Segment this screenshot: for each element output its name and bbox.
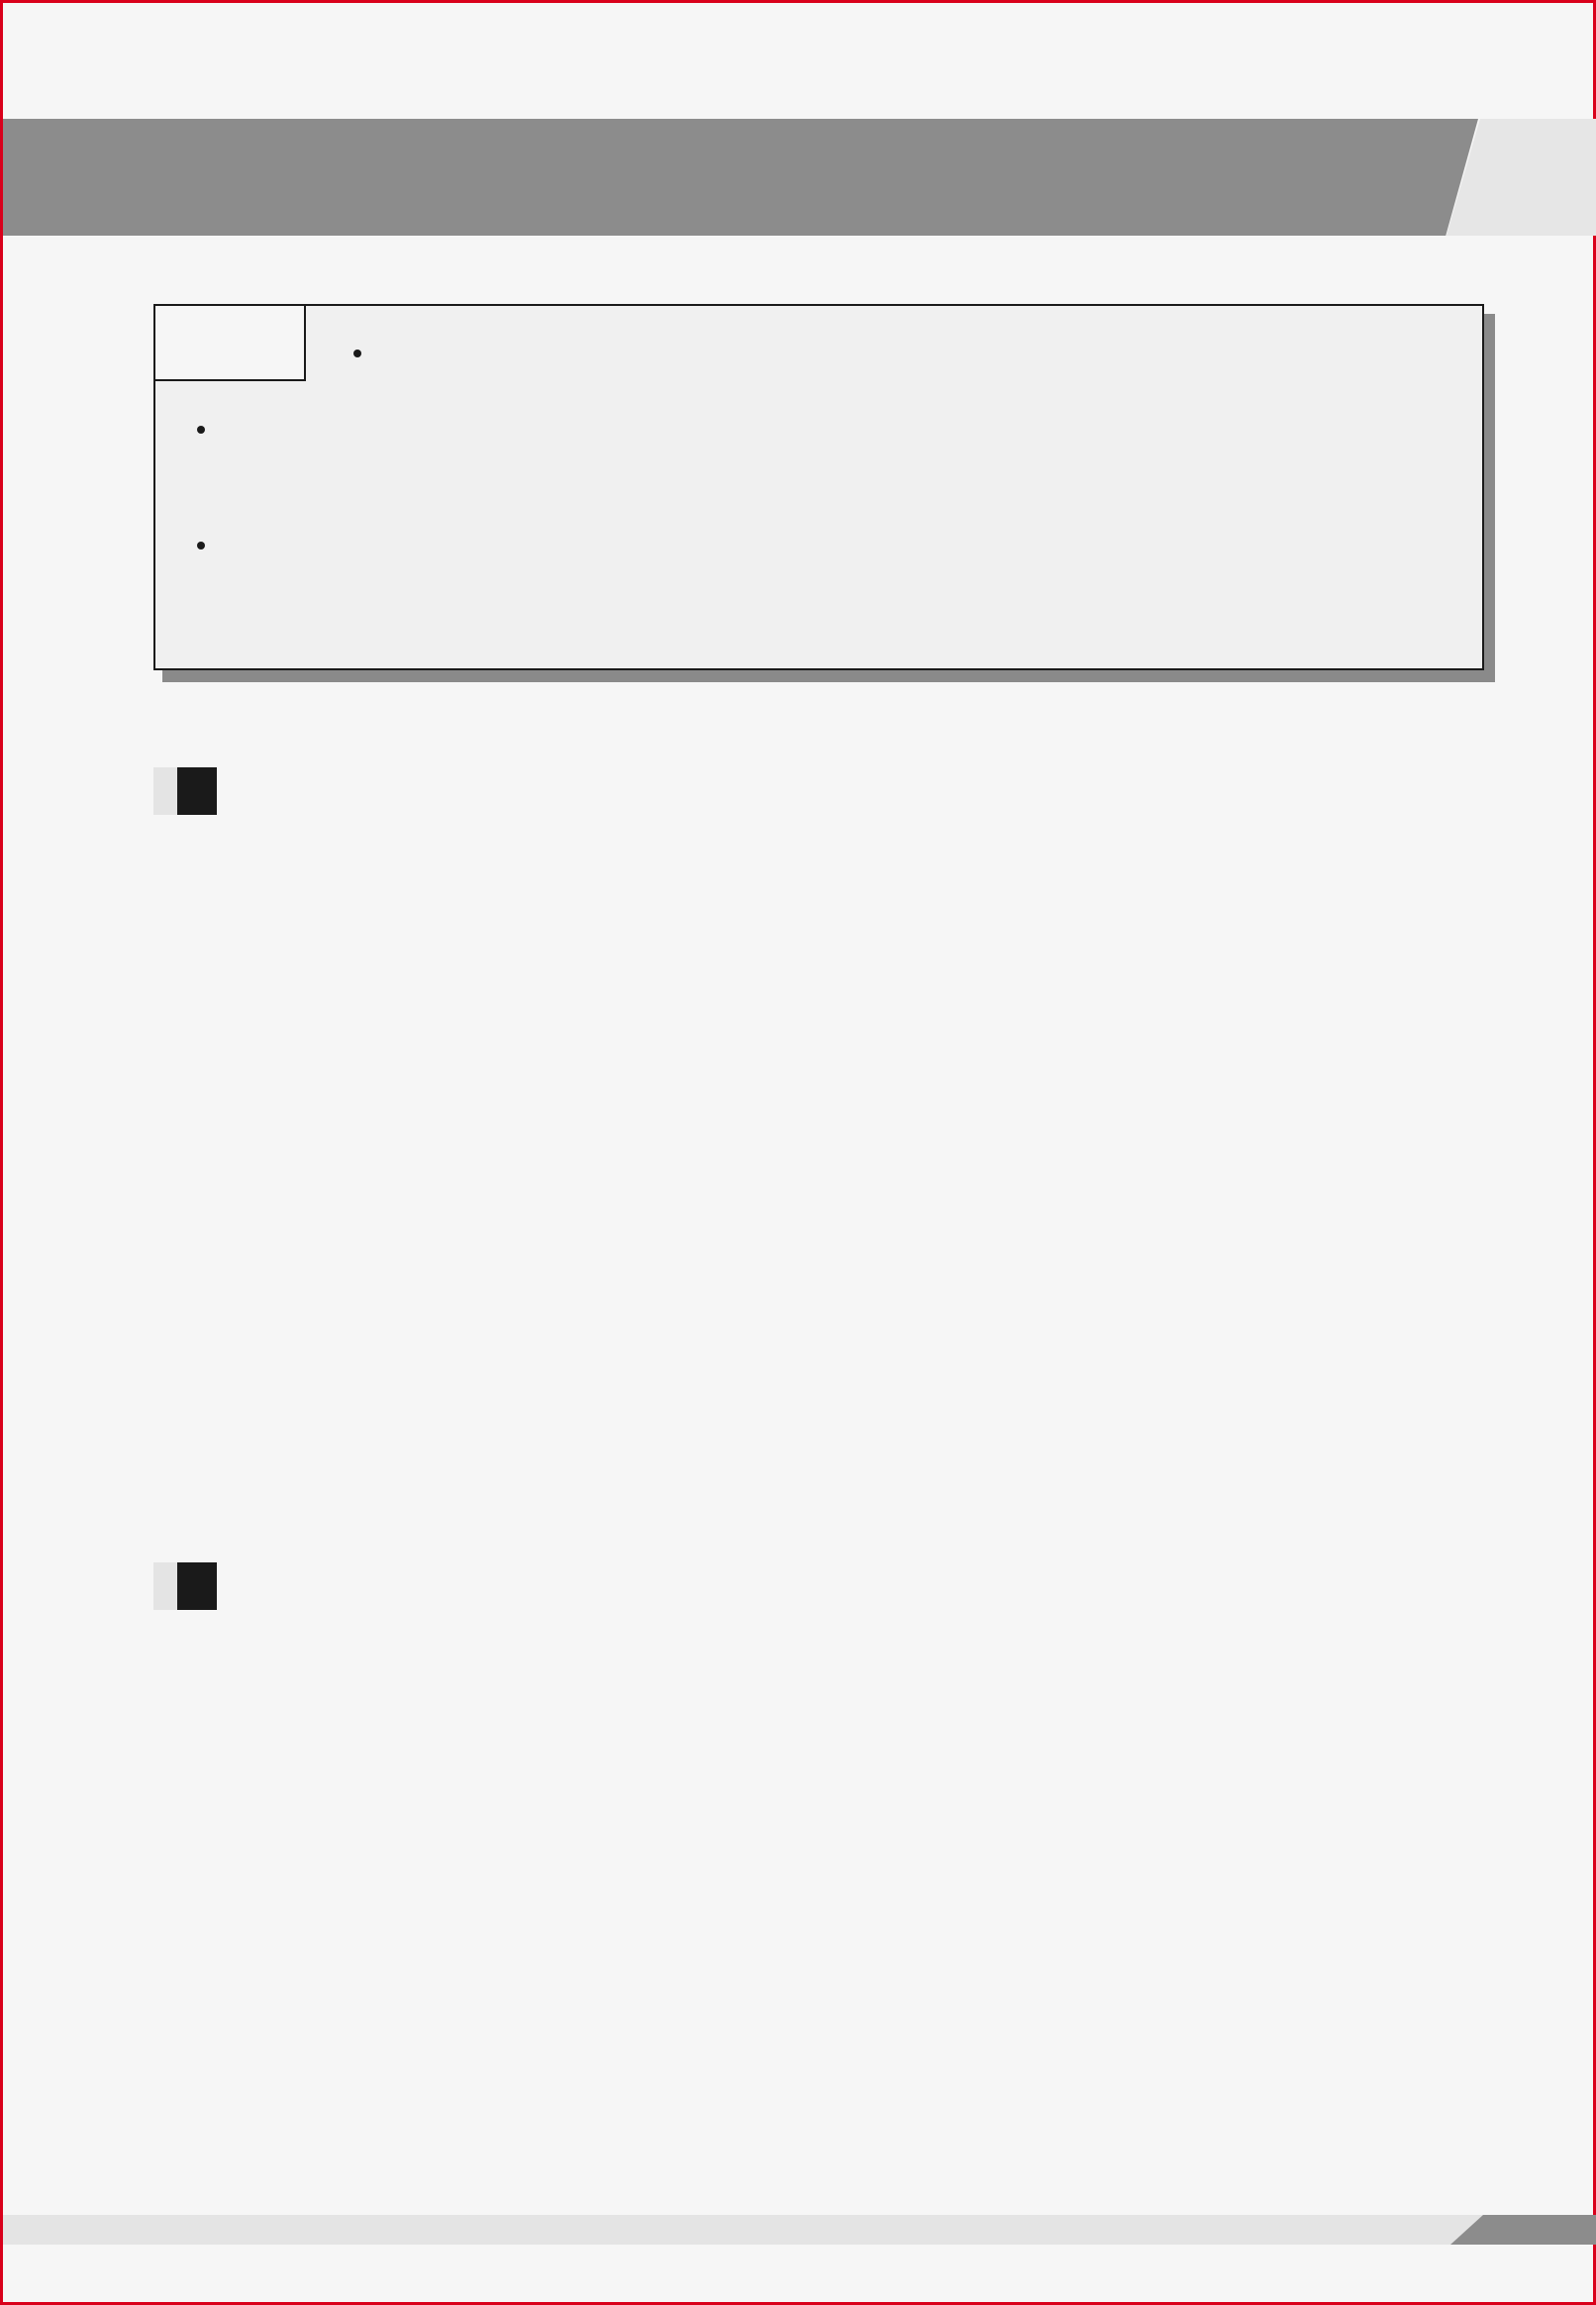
aufgabe-number <box>177 1562 217 1610</box>
aufgabe-1-heading <box>153 767 217 815</box>
title-band <box>3 119 1478 236</box>
aufgabe-label <box>153 1562 177 1610</box>
aufgabe-number <box>177 767 217 815</box>
merke-label <box>155 306 306 381</box>
merke-box <box>153 304 1484 670</box>
aufgabe-label <box>153 767 177 815</box>
footer-bar <box>3 2215 1596 2245</box>
bullet-icon <box>353 350 361 357</box>
aufgabe-2-heading <box>153 1562 217 1610</box>
bullet-icon <box>197 542 205 550</box>
bullet-icon <box>197 426 205 434</box>
